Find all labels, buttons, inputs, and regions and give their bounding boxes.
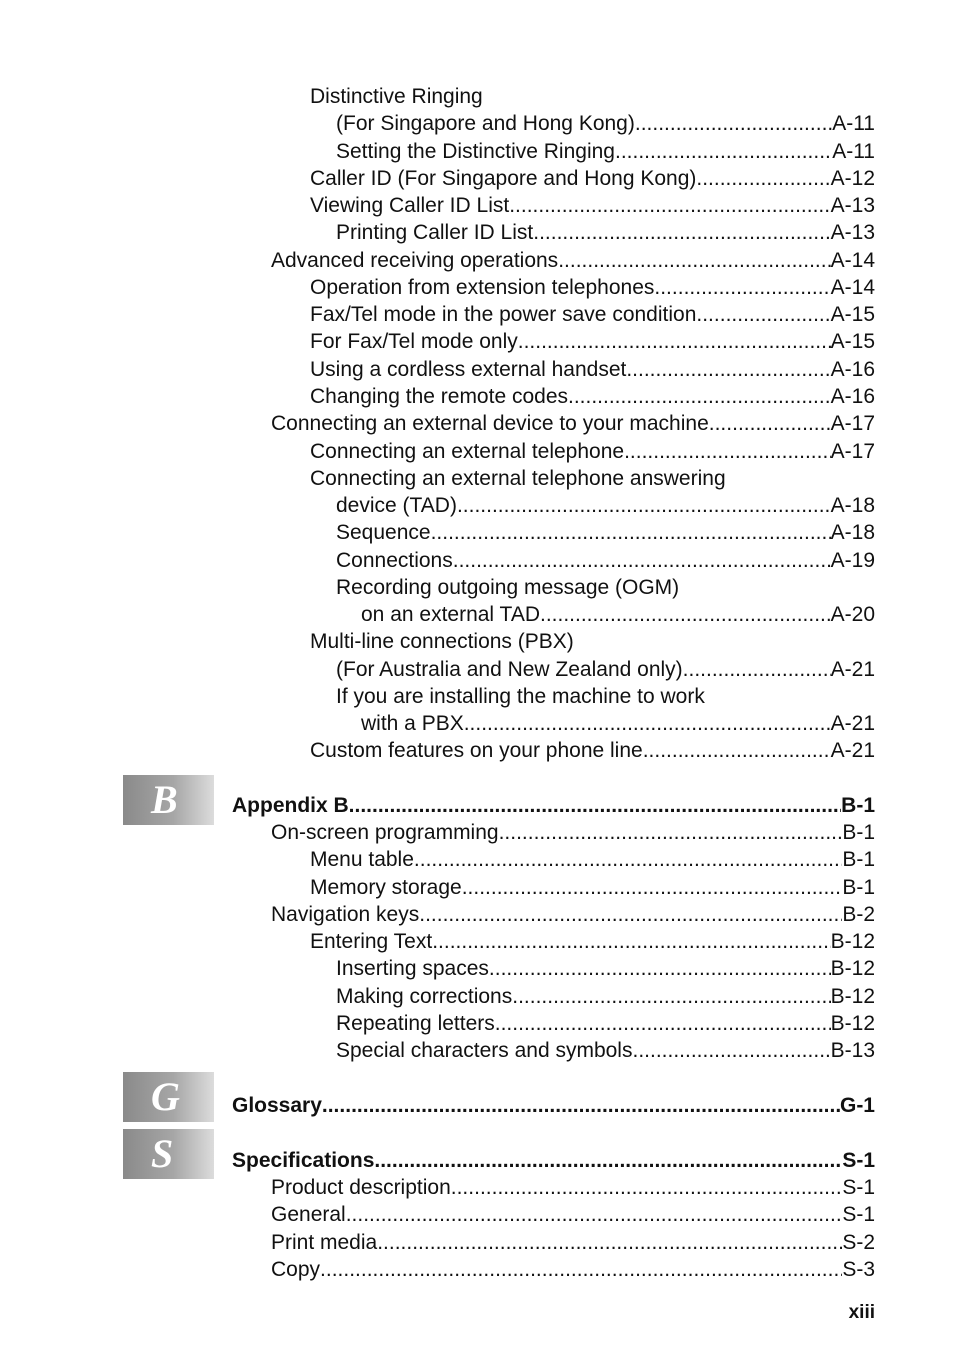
toc-entry-level3[interactable]: Operation from extension telephones ..... A-14 <box>310 274 875 301</box>
leader-dots <box>419 901 842 928</box>
leader-dots <box>495 1010 831 1037</box>
leader-dots <box>635 110 832 137</box>
toc-entry-level2[interactable]: Print media ..... S-2 <box>271 1229 875 1256</box>
page-ref: A-14 <box>830 276 875 299</box>
page-ref: S-2 <box>842 1231 875 1254</box>
page-ref: A-21 <box>830 739 875 762</box>
leader-dots <box>414 846 842 873</box>
leader-dots <box>431 519 831 546</box>
toc-chapter-appendix-b[interactable]: Appendix B ..... B-1 <box>232 792 875 819</box>
page-ref: A-11 <box>832 112 875 135</box>
toc-entry-level2[interactable]: On-screen programming ..... B-1 <box>271 819 875 846</box>
page-ref: A-18 <box>830 521 875 544</box>
leader-dots <box>533 219 830 246</box>
page-ref: A-15 <box>830 303 875 326</box>
toc-entry-level4[interactable]: Making corrections ..... B-12 <box>336 983 875 1010</box>
leader-dots <box>499 819 843 846</box>
toc-entry-level2[interactable]: Advanced receiving operations ..... A-14 <box>271 247 875 274</box>
toc-entry-level3[interactable]: Distinctive Ringing <box>310 85 483 108</box>
leader-dots <box>377 1229 842 1256</box>
page-ref: B-12 <box>830 957 875 980</box>
toc-entry-level4[interactable]: Special characters and symbols ..... B-13 <box>336 1037 875 1064</box>
toc-entry-level4[interactable]: (For Singapore and Hong Kong) ..... A-11 <box>336 110 875 137</box>
page-ref: B-2 <box>842 903 875 926</box>
page-ref: S-1 <box>842 1176 875 1199</box>
toc-entry-level4[interactable]: device (TAD) ..... A-18 <box>336 492 875 519</box>
leader-dots <box>518 328 831 355</box>
section-tab-s <box>123 1129 214 1179</box>
leader-dots <box>709 410 831 437</box>
leader-dots <box>322 1092 840 1119</box>
toc-entry-level5[interactable]: with a PBX ..... A-21 <box>361 710 875 737</box>
toc-entry-level3[interactable]: Changing the remote codes ..... A-16 <box>310 383 875 410</box>
page-ref: B-12 <box>830 985 875 1008</box>
toc-entry-level4[interactable]: If you are installing the machine to work <box>336 685 705 708</box>
leader-dots <box>464 710 831 737</box>
page-ref: A-13 <box>830 221 875 244</box>
toc-entry-level3[interactable]: Menu table ..... B-1 <box>310 846 875 873</box>
toc-chapter-glossary[interactable]: Glossary ..... G-1 <box>232 1092 875 1119</box>
section-tab-g <box>123 1072 214 1122</box>
leader-dots <box>615 138 832 165</box>
toc-entry-level2[interactable]: Connecting an external device to your machine ..... A-17 <box>271 410 875 437</box>
page-ref: A-21 <box>830 712 875 735</box>
toc-chapter-specifications[interactable]: Specifications ..... S-1 <box>232 1147 875 1174</box>
toc-entry-level3[interactable]: Connecting an external telephone answering <box>310 467 726 490</box>
page-ref: A-21 <box>830 658 875 681</box>
page-ref: A-13 <box>830 194 875 217</box>
page-ref: A-14 <box>830 249 875 272</box>
toc-entry-level4[interactable]: (For Australia and New Zealand only) ..... A-21 <box>336 656 875 683</box>
page-ref: B-12 <box>830 930 875 953</box>
toc-entry-level5[interactable]: on an external TAD ..... A-20 <box>361 601 875 628</box>
leader-dots <box>696 301 830 328</box>
leader-dots <box>489 955 831 982</box>
toc-entry-level2[interactable]: Navigation keys ..... B-2 <box>271 901 875 928</box>
page-ref: A-17 <box>830 440 875 463</box>
toc-entry-level3[interactable]: For Fax/Tel mode only ..... A-15 <box>310 328 875 355</box>
toc-entry-level3[interactable]: Caller ID (For Singapore and Hong Kong) ..... A-12 <box>310 165 875 192</box>
page-ref: S-1 <box>842 1149 875 1172</box>
page-ref: B-1 <box>841 794 875 817</box>
page-ref: S-1 <box>842 1203 875 1226</box>
leader-dots <box>624 438 831 465</box>
toc-entry-level4[interactable]: Repeating letters ..... B-12 <box>336 1010 875 1037</box>
leader-dots <box>462 874 843 901</box>
toc-entry-level3[interactable]: Entering Text ..... B-12 <box>310 928 875 955</box>
page-ref: A-15 <box>830 330 875 353</box>
toc-entry-level3[interactable]: Connecting an external telephone ..... A-17 <box>310 438 875 465</box>
toc-entry-level2[interactable]: Copy ..... S-3 <box>271 1256 875 1283</box>
leader-dots <box>346 1201 843 1228</box>
leader-dots <box>320 1256 842 1283</box>
section-tab-b <box>123 775 214 825</box>
page-ref: B-12 <box>830 1012 875 1035</box>
leader-dots <box>451 1174 843 1201</box>
toc-entry-level3[interactable]: Viewing Caller ID List ..... A-13 <box>310 192 875 219</box>
toc-entry-level2[interactable]: General ..... S-1 <box>271 1201 875 1228</box>
leader-dots <box>540 601 831 628</box>
leader-dots <box>509 192 830 219</box>
leader-dots <box>643 737 831 764</box>
leader-dots <box>453 547 831 574</box>
page-ref: B-1 <box>842 876 875 899</box>
toc-entry-level4[interactable]: Inserting spaces ..... B-12 <box>336 955 875 982</box>
section-tab-letter: S <box>151 1131 174 1176</box>
page-ref: G-1 <box>839 1094 875 1117</box>
page-ref: B-13 <box>830 1039 875 1062</box>
toc-entry-level4[interactable]: Sequence ..... A-18 <box>336 519 875 546</box>
section-tab-letter: B <box>151 777 178 822</box>
page-ref: A-16 <box>830 358 875 381</box>
toc-entry-level4[interactable]: Setting the Distinctive Ringing ..... A-11 <box>336 138 875 165</box>
leader-dots <box>457 492 831 519</box>
toc-entry-level3[interactable]: Using a cordless external handset ..... A-16 <box>310 356 875 383</box>
leader-dots <box>512 983 830 1010</box>
section-tab-letter: G <box>151 1074 180 1119</box>
page-ref: B-1 <box>842 821 875 844</box>
page-ref: A-19 <box>830 549 875 572</box>
leader-dots <box>696 165 830 192</box>
leader-dots <box>654 274 830 301</box>
leader-dots <box>626 356 830 383</box>
toc-entry-level3[interactable]: Fax/Tel mode in the power save condition ..... A-15 <box>310 301 875 328</box>
leader-dots <box>349 792 841 819</box>
toc-entry-level4[interactable]: Printing Caller ID List ..... A-13 <box>336 219 875 246</box>
leader-dots <box>683 656 831 683</box>
page-ref: A-20 <box>830 603 875 626</box>
page-ref: A-11 <box>832 140 875 163</box>
page-ref: S-3 <box>842 1258 875 1281</box>
page-ref: A-17 <box>830 412 875 435</box>
leader-dots <box>558 247 830 274</box>
leader-dots <box>432 928 830 955</box>
page-ref: A-18 <box>830 494 875 517</box>
page-ref: A-12 <box>830 167 875 190</box>
toc-entry-level3[interactable]: Multi-line connections (PBX) <box>310 630 574 653</box>
page-ref: B-1 <box>842 848 875 871</box>
toc-entry-level3[interactable]: Custom features on your phone line ..... A-21 <box>310 737 875 764</box>
leader-dots <box>374 1147 842 1174</box>
leader-dots <box>568 383 831 410</box>
toc-entry-level3[interactable]: Memory storage ..... B-1 <box>310 874 875 901</box>
leader-dots <box>632 1037 830 1064</box>
toc-entry-level2[interactable]: Product description ..... S-1 <box>271 1174 875 1201</box>
toc-entry-level4[interactable]: Recording outgoing message (OGM) <box>336 576 680 599</box>
page-ref: A-16 <box>830 385 875 408</box>
toc-entry-level4[interactable]: Connections ..... A-19 <box>336 547 875 574</box>
page-number: xiii <box>848 1302 875 1323</box>
